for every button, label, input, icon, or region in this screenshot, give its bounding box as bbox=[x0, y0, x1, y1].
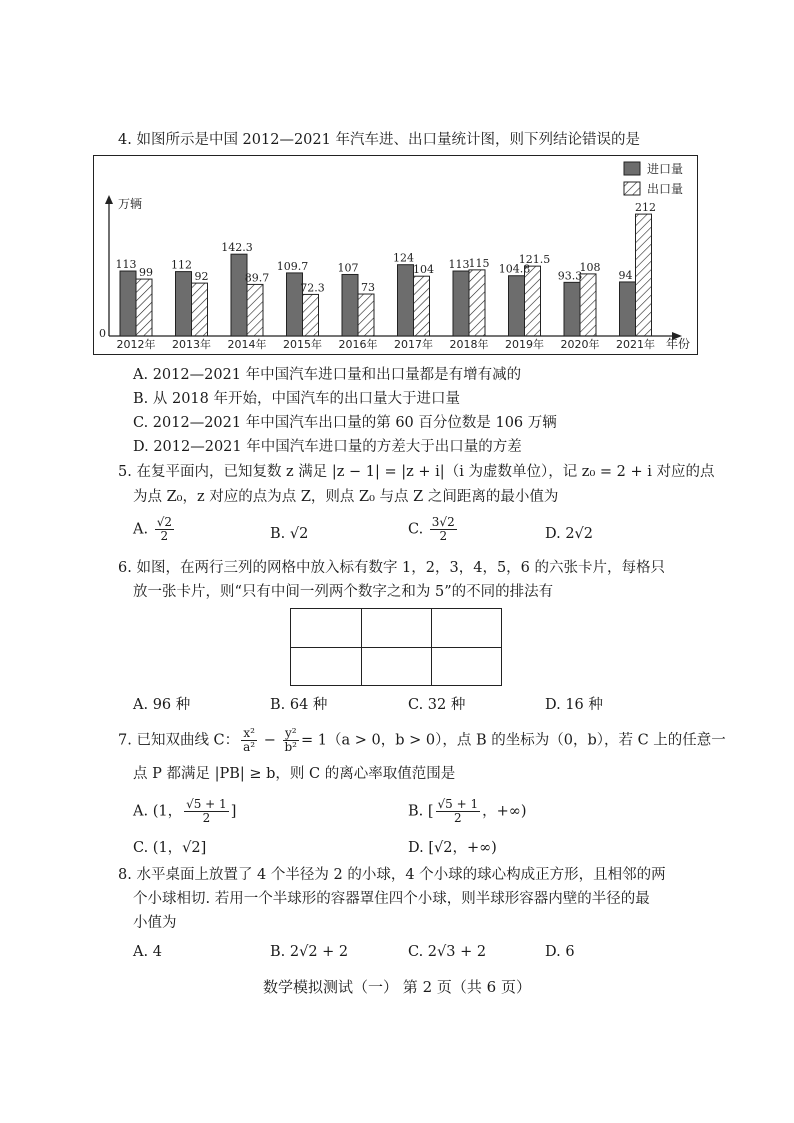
bar-import-2014年 bbox=[231, 254, 247, 336]
q7-b-numerator: √5 + 1 bbox=[437, 797, 479, 811]
q6-option-d: D. 16 种 bbox=[545, 697, 603, 713]
q7-y-denominator: b² bbox=[284, 740, 297, 754]
label-import-2014年: 142.3 bbox=[221, 241, 253, 255]
label-import-2015年: 109.7 bbox=[276, 259, 309, 273]
q5-option-b: B. √2 bbox=[270, 526, 309, 542]
q4-option-a: A. 2012—2021 年中国汽车进口量和出口量都是有增有减的 bbox=[133, 367, 522, 383]
legend-import-label: 进口量 bbox=[647, 162, 684, 176]
label-export-2014年: 89.7 bbox=[244, 271, 270, 285]
bar-export-2018年 bbox=[469, 270, 485, 336]
q7-y-numerator: y² bbox=[283, 727, 300, 741]
q7-x-numerator: x² bbox=[241, 727, 257, 741]
q5-a-numerator: √2 bbox=[156, 515, 172, 529]
category-label-2017年: 2017年 bbox=[394, 338, 433, 351]
q8-line3: 小值为 bbox=[133, 915, 177, 931]
label-export-2018年: 115 bbox=[468, 256, 490, 270]
bar-import-2012年 bbox=[120, 271, 136, 336]
label-export-2020年: 108 bbox=[579, 260, 601, 274]
label-export-2013年: 92 bbox=[194, 270, 209, 284]
label-export-2021年: 212 bbox=[635, 201, 656, 215]
origin-label: 0 bbox=[99, 327, 106, 340]
y-axis-label: 万辆 bbox=[118, 197, 143, 211]
q7-option-b: B. [ $\frac{√5 + 1}{2}$ ，+∞) bbox=[408, 797, 527, 825]
label-export-2017年: 104 bbox=[413, 263, 434, 277]
category-label-2013年: 2013年 bbox=[172, 338, 211, 351]
q7-line1: 7. 已知双曲线 C： $\frac{\text{x²}}{\text{a²}}$ − $\frac{\text{y²}}{\text{b²}}$ = 1（a > 0，b > 0），点 B 的坐标为（0，b），若 C 上的任意一 bbox=[118, 726, 726, 754]
q8-option-d: D. 6 bbox=[545, 944, 575, 960]
bar-import-2021年 bbox=[620, 282, 636, 336]
q6-option-b: B. 64 种 bbox=[270, 697, 328, 713]
q7-b-denominator: 2 bbox=[454, 811, 462, 825]
q6-option-c: C. 32 种 bbox=[408, 697, 466, 713]
bar-chart-svg bbox=[94, 156, 697, 354]
q5-line2: 为点 Z₀，z 对应的点为点 Z，则点 Z₀ 与点 Z 之间距离的最小值为 bbox=[133, 489, 559, 505]
y-axis-arrow bbox=[105, 195, 113, 204]
q4-option-c: C. 2012—2021 年中国汽车出口量的第 60 百分位数是 106 万辆 bbox=[133, 415, 557, 431]
label-export-2012年: 99 bbox=[139, 266, 153, 280]
bar-export-2019年 bbox=[525, 266, 541, 336]
q6-line1: 6. 如图，在两行三列的网格中放入标有数字 1，2，3，4，5，6 的六张卡片，每格只 bbox=[118, 560, 666, 576]
import-export-chart bbox=[93, 155, 698, 355]
bar-export-2017年 bbox=[414, 276, 430, 336]
category-label-2016年: 2016年 bbox=[338, 338, 378, 351]
bar-import-2016年 bbox=[342, 274, 358, 336]
q8-option-a: A. 4 bbox=[133, 944, 162, 960]
label-import-2019年: 104.8 bbox=[498, 262, 531, 276]
label-export-2015年: 72.3 bbox=[300, 281, 325, 295]
bars-group bbox=[116, 201, 657, 351]
q7-x-denominator: a² bbox=[243, 740, 256, 754]
label-import-2013年: 112 bbox=[171, 258, 192, 272]
q5-option-c: C. $\frac{3√2}{2}$ bbox=[408, 515, 455, 543]
card-grid bbox=[290, 608, 502, 686]
q7-option-a: A. (1， $\frac{√5 + 1}{2}$ ] bbox=[133, 797, 237, 825]
q5-a-denominator: 2 bbox=[160, 529, 169, 543]
q4-option-d: D. 2012—2021 年中国汽车进口量的方差大于出口量的方差 bbox=[133, 439, 522, 455]
bar-export-2012年 bbox=[136, 279, 152, 336]
q8-option-c: C. 2√3 + 2 bbox=[408, 944, 487, 960]
q5-line1: 5. 在复平面内，已知复数 z 满足 |z − 1| = |z + i|（i 为虚数单位），记 z₀ = 2 + i 对应的点 bbox=[118, 464, 715, 480]
category-label-2021年: 2021年 bbox=[616, 338, 655, 351]
category-label-2020年: 2020年 bbox=[560, 338, 600, 351]
label-export-2019年: 121.5 bbox=[518, 253, 551, 267]
q7-a-numerator: √5 + 1 bbox=[186, 797, 227, 811]
q6-option-a: A. 96 种 bbox=[133, 697, 191, 713]
bar-export-2020年 bbox=[580, 274, 596, 336]
q7-a-denominator: 2 bbox=[202, 811, 211, 825]
q5-option-d: D. 2√2 bbox=[545, 526, 594, 542]
label-import-2017年: 124 bbox=[393, 251, 414, 265]
q7-option-c: C. (1，√2] bbox=[133, 840, 207, 856]
q5-option-a: A. $\frac{√2}{2}$ bbox=[133, 515, 172, 543]
label-import-2018年: 113 bbox=[448, 258, 470, 272]
q4-stem: 4. 如图所示是中国 2012—2021 年汽车进、出口量统计图，则下列结论错误的是 bbox=[118, 132, 640, 148]
bar-export-2013年 bbox=[192, 283, 208, 336]
label-import-2012年: 113 bbox=[115, 258, 137, 272]
bar-export-2016年 bbox=[358, 294, 374, 336]
grid-divider bbox=[291, 647, 501, 648]
q4-option-b: B. 从 2018 年开始，中国汽车的出口量大于进口量 bbox=[133, 391, 460, 407]
legend-import-swatch bbox=[624, 162, 640, 175]
x-axis-label: 年份 bbox=[666, 337, 691, 351]
bar-import-2013年 bbox=[176, 272, 192, 336]
bar-export-2015年 bbox=[303, 294, 319, 336]
category-label-2012年: 2012年 bbox=[116, 338, 156, 351]
bar-import-2020年 bbox=[564, 282, 580, 336]
q8-line1: 8. 水平桌面上放置了 4 个半径为 2 的小球，4 个小球的球心构成正方形，且相邻的两 bbox=[118, 867, 666, 883]
q7-option-d: D. [√2，+∞) bbox=[408, 840, 497, 856]
q7-line2: 点 P 都满足 |PB| ≥ b，则 C 的离心率取值范围是 bbox=[133, 766, 456, 782]
q5-c-denominator: 2 bbox=[439, 529, 448, 543]
bar-import-2019年 bbox=[509, 276, 525, 336]
q5-c-numerator: 3√2 bbox=[431, 515, 455, 529]
q8-option-b: B. 2√2 + 2 bbox=[270, 944, 349, 960]
page-footer: 数学模拟测试（一） 第 2 页（共 6 页） bbox=[263, 978, 531, 996]
bar-export-2014年 bbox=[247, 284, 263, 336]
q6-line2: 放一张卡片，则“只有中间一列两个数字之和为 5”的不同的排法有 bbox=[133, 584, 554, 600]
legend-export-label: 出口量 bbox=[647, 182, 684, 196]
bar-import-2018年 bbox=[453, 271, 469, 336]
legend-export-swatch bbox=[624, 182, 640, 195]
label-import-2016年: 107 bbox=[337, 261, 359, 275]
label-import-2021年: 94 bbox=[618, 268, 633, 282]
label-export-2016年: 73 bbox=[361, 281, 375, 295]
bar-import-2017年 bbox=[398, 265, 414, 336]
category-label-2018年: 2018年 bbox=[449, 338, 489, 351]
category-label-2014年: 2014年 bbox=[227, 338, 267, 351]
category-label-2019年: 2019年 bbox=[505, 338, 544, 351]
bar-export-2021年 bbox=[636, 214, 652, 336]
category-label-2015年: 2015年 bbox=[283, 338, 322, 351]
q8-line2: 个小球相切. 若用一个半球形的容器罩住四个小球，则半球形容器内壁的半径的最 bbox=[133, 891, 650, 907]
label-import-2020年: 93.3 bbox=[557, 269, 583, 283]
